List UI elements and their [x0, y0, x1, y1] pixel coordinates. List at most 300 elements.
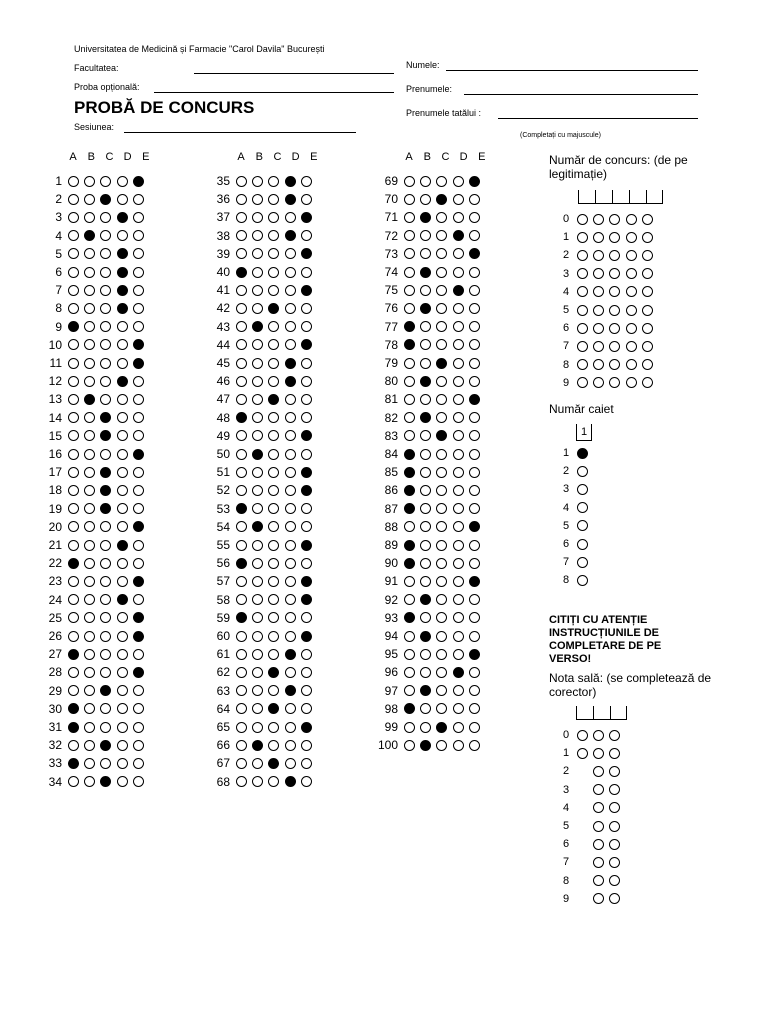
answer-bubble-b[interactable] — [84, 776, 95, 787]
answer-bubble-a[interactable] — [236, 667, 247, 678]
answer-bubble-b[interactable] — [420, 212, 431, 223]
concurs-bubble[interactable] — [577, 268, 588, 279]
answer-bubble-a[interactable] — [404, 485, 415, 496]
answer-bubble-c[interactable] — [100, 540, 111, 551]
answer-bubble-e[interactable] — [469, 176, 480, 187]
answer-bubble-a[interactable] — [68, 558, 79, 569]
answer-bubble-a[interactable] — [68, 449, 79, 460]
answer-bubble-b[interactable] — [84, 412, 95, 423]
answer-bubble-e[interactable] — [133, 248, 144, 259]
concurs-bubble[interactable] — [642, 232, 653, 243]
answer-bubble-e[interactable] — [301, 358, 312, 369]
answer-bubble-b[interactable] — [420, 339, 431, 350]
concurs-digit-boxes[interactable] — [578, 190, 663, 204]
answer-bubble-a[interactable] — [68, 667, 79, 678]
answer-bubble-c[interactable] — [268, 631, 279, 642]
answer-bubble-d[interactable] — [285, 212, 296, 223]
nota-bubble[interactable] — [593, 730, 604, 741]
answer-bubble-e[interactable] — [301, 503, 312, 514]
answer-bubble-c[interactable] — [268, 612, 279, 623]
answer-bubble-a[interactable] — [236, 412, 247, 423]
answer-bubble-d[interactable] — [453, 594, 464, 605]
answer-bubble-d[interactable] — [117, 467, 128, 478]
answer-bubble-d[interactable] — [285, 230, 296, 241]
answer-bubble-d[interactable] — [285, 521, 296, 532]
answer-bubble-c[interactable] — [436, 703, 447, 714]
answer-bubble-c[interactable] — [100, 612, 111, 623]
answer-bubble-c[interactable] — [100, 358, 111, 369]
answer-bubble-e[interactable] — [133, 667, 144, 678]
answer-bubble-b[interactable] — [252, 776, 263, 787]
answer-bubble-d[interactable] — [117, 339, 128, 350]
caiet-bubble[interactable] — [577, 502, 588, 513]
answer-bubble-a[interactable] — [68, 339, 79, 350]
answer-bubble-a[interactable] — [236, 722, 247, 733]
answer-bubble-c[interactable] — [100, 631, 111, 642]
answer-bubble-c[interactable] — [436, 194, 447, 205]
answer-bubble-c[interactable] — [436, 303, 447, 314]
caiet-bubble[interactable] — [577, 520, 588, 531]
concurs-bubble[interactable] — [609, 250, 620, 261]
answer-bubble-d[interactable] — [117, 430, 128, 441]
answer-bubble-e[interactable] — [301, 740, 312, 751]
answer-bubble-a[interactable] — [68, 230, 79, 241]
answer-bubble-a[interactable] — [236, 521, 247, 532]
answer-bubble-a[interactable] — [404, 394, 415, 405]
answer-bubble-e[interactable] — [301, 631, 312, 642]
answer-bubble-d[interactable] — [117, 740, 128, 751]
answer-bubble-b[interactable] — [420, 540, 431, 551]
caiet-bubble[interactable] — [577, 539, 588, 550]
answer-bubble-b[interactable] — [252, 248, 263, 259]
answer-bubble-e[interactable] — [301, 303, 312, 314]
answer-bubble-b[interactable] — [420, 321, 431, 332]
answer-bubble-c[interactable] — [436, 376, 447, 387]
answer-bubble-a[interactable] — [404, 212, 415, 223]
answer-bubble-b[interactable] — [84, 740, 95, 751]
answer-bubble-e[interactable] — [133, 339, 144, 350]
answer-bubble-e[interactable] — [133, 758, 144, 769]
answer-bubble-e[interactable] — [469, 248, 480, 259]
answer-bubble-e[interactable] — [469, 358, 480, 369]
answer-bubble-d[interactable] — [117, 722, 128, 733]
answer-bubble-e[interactable] — [133, 230, 144, 241]
answer-bubble-d[interactable] — [285, 503, 296, 514]
answer-bubble-a[interactable] — [68, 612, 79, 623]
answer-bubble-d[interactable] — [453, 394, 464, 405]
answer-bubble-c[interactable] — [436, 576, 447, 587]
answer-bubble-a[interactable] — [404, 540, 415, 551]
answer-bubble-a[interactable] — [404, 194, 415, 205]
answer-bubble-c[interactable] — [100, 339, 111, 350]
concurs-bubble[interactable] — [577, 250, 588, 261]
answer-bubble-c[interactable] — [436, 612, 447, 623]
answer-bubble-b[interactable] — [420, 558, 431, 569]
answer-bubble-a[interactable] — [68, 412, 79, 423]
answer-bubble-e[interactable] — [301, 540, 312, 551]
answer-bubble-c[interactable] — [100, 703, 111, 714]
answer-bubble-a[interactable] — [68, 430, 79, 441]
answer-bubble-e[interactable] — [133, 740, 144, 751]
answer-bubble-e[interactable] — [469, 430, 480, 441]
concurs-bubble[interactable] — [593, 341, 604, 352]
answer-bubble-b[interactable] — [420, 594, 431, 605]
answer-bubble-e[interactable] — [133, 703, 144, 714]
answer-bubble-e[interactable] — [469, 540, 480, 551]
answer-bubble-c[interactable] — [436, 722, 447, 733]
nota-bubble[interactable] — [593, 748, 604, 759]
answer-bubble-a[interactable] — [404, 740, 415, 751]
concurs-bubble[interactable] — [626, 268, 637, 279]
answer-bubble-d[interactable] — [453, 576, 464, 587]
answer-bubble-d[interactable] — [117, 248, 128, 259]
answer-bubble-c[interactable] — [100, 467, 111, 478]
answer-bubble-d[interactable] — [453, 612, 464, 623]
answer-bubble-b[interactable] — [252, 267, 263, 278]
answer-bubble-b[interactable] — [420, 358, 431, 369]
answer-bubble-c[interactable] — [268, 776, 279, 787]
answer-bubble-e[interactable] — [469, 594, 480, 605]
answer-bubble-c[interactable] — [436, 685, 447, 696]
answer-bubble-c[interactable] — [268, 248, 279, 259]
concurs-bubble[interactable] — [609, 323, 620, 334]
concurs-bubble[interactable] — [642, 305, 653, 316]
answer-bubble-e[interactable] — [133, 722, 144, 733]
answer-bubble-e[interactable] — [133, 594, 144, 605]
answer-bubble-a[interactable] — [404, 685, 415, 696]
answer-bubble-a[interactable] — [68, 321, 79, 332]
answer-bubble-e[interactable] — [469, 321, 480, 332]
nota-bubble[interactable] — [593, 766, 604, 777]
answer-bubble-b[interactable] — [420, 430, 431, 441]
answer-bubble-e[interactable] — [469, 449, 480, 460]
caiet-bubble[interactable] — [577, 557, 588, 568]
answer-bubble-d[interactable] — [117, 503, 128, 514]
answer-bubble-a[interactable] — [68, 776, 79, 787]
answer-bubble-e[interactable] — [301, 594, 312, 605]
answer-bubble-e[interactable] — [133, 503, 144, 514]
answer-bubble-c[interactable] — [436, 631, 447, 642]
answer-bubble-a[interactable] — [236, 503, 247, 514]
answer-bubble-d[interactable] — [453, 285, 464, 296]
concurs-bubble[interactable] — [626, 341, 637, 352]
answer-bubble-a[interactable] — [236, 303, 247, 314]
answer-bubble-a[interactable] — [236, 321, 247, 332]
answer-bubble-b[interactable] — [84, 703, 95, 714]
answer-bubble-b[interactable] — [84, 667, 95, 678]
answer-bubble-b[interactable] — [420, 503, 431, 514]
answer-bubble-d[interactable] — [285, 612, 296, 623]
answer-bubble-b[interactable] — [252, 430, 263, 441]
answer-bubble-c[interactable] — [100, 667, 111, 678]
answer-bubble-b[interactable] — [252, 376, 263, 387]
answer-bubble-b[interactable] — [84, 758, 95, 769]
answer-bubble-a[interactable] — [404, 230, 415, 241]
answer-bubble-e[interactable] — [133, 612, 144, 623]
answer-bubble-e[interactable] — [301, 485, 312, 496]
nota-bubble[interactable] — [593, 857, 604, 868]
answer-bubble-e[interactable] — [301, 430, 312, 441]
answer-bubble-b[interactable] — [420, 394, 431, 405]
answer-bubble-c[interactable] — [100, 430, 111, 441]
answer-bubble-d[interactable] — [453, 358, 464, 369]
answer-bubble-d[interactable] — [453, 740, 464, 751]
answer-bubble-c[interactable] — [100, 576, 111, 587]
answer-bubble-d[interactable] — [453, 685, 464, 696]
nota-bubble[interactable] — [609, 748, 620, 759]
nota-bubble[interactable] — [609, 839, 620, 850]
answer-bubble-a[interactable] — [404, 594, 415, 605]
answer-bubble-a[interactable] — [236, 267, 247, 278]
answer-bubble-d[interactable] — [285, 667, 296, 678]
answer-bubble-e[interactable] — [133, 303, 144, 314]
nota-bubble[interactable] — [593, 839, 604, 850]
nota-bubble[interactable] — [593, 784, 604, 795]
faculty-field[interactable] — [194, 73, 394, 74]
answer-bubble-e[interactable] — [469, 667, 480, 678]
answer-bubble-e[interactable] — [301, 703, 312, 714]
answer-bubble-c[interactable] — [436, 339, 447, 350]
answer-bubble-a[interactable] — [404, 176, 415, 187]
answer-bubble-c[interactable] — [268, 503, 279, 514]
concurs-bubble[interactable] — [626, 359, 637, 370]
caiet-bubble[interactable] — [577, 448, 588, 459]
concurs-bubble[interactable] — [577, 305, 588, 316]
answer-bubble-b[interactable] — [420, 485, 431, 496]
answer-bubble-e[interactable] — [301, 394, 312, 405]
concurs-bubble[interactable] — [642, 359, 653, 370]
answer-bubble-e[interactable] — [301, 321, 312, 332]
answer-bubble-b[interactable] — [420, 449, 431, 460]
answer-bubble-b[interactable] — [252, 594, 263, 605]
answer-bubble-e[interactable] — [469, 558, 480, 569]
answer-bubble-d[interactable] — [117, 303, 128, 314]
answer-bubble-c[interactable] — [100, 267, 111, 278]
answer-bubble-a[interactable] — [236, 540, 247, 551]
answer-bubble-d[interactable] — [285, 540, 296, 551]
answer-bubble-c[interactable] — [436, 521, 447, 532]
answer-bubble-c[interactable] — [100, 321, 111, 332]
answer-bubble-a[interactable] — [404, 449, 415, 460]
concurs-bubble[interactable] — [626, 250, 637, 261]
answer-bubble-c[interactable] — [436, 358, 447, 369]
concurs-bubble[interactable] — [577, 286, 588, 297]
answer-bubble-a[interactable] — [68, 485, 79, 496]
answer-bubble-b[interactable] — [84, 194, 95, 205]
answer-bubble-d[interactable] — [285, 285, 296, 296]
answer-bubble-b[interactable] — [252, 467, 263, 478]
answer-bubble-e[interactable] — [469, 722, 480, 733]
answer-bubble-e[interactable] — [133, 521, 144, 532]
answer-bubble-d[interactable] — [453, 649, 464, 660]
concurs-bubble[interactable] — [609, 268, 620, 279]
answer-bubble-c[interactable] — [436, 176, 447, 187]
answer-bubble-d[interactable] — [285, 467, 296, 478]
nota-bubble[interactable] — [609, 730, 620, 741]
answer-bubble-a[interactable] — [236, 430, 247, 441]
concurs-bubble[interactable] — [609, 377, 620, 388]
answer-bubble-b[interactable] — [420, 194, 431, 205]
answer-bubble-d[interactable] — [453, 230, 464, 241]
answer-bubble-b[interactable] — [84, 303, 95, 314]
answer-bubble-a[interactable] — [404, 303, 415, 314]
answer-bubble-b[interactable] — [84, 376, 95, 387]
answer-bubble-c[interactable] — [268, 412, 279, 423]
answer-bubble-c[interactable] — [100, 212, 111, 223]
answer-bubble-d[interactable] — [117, 267, 128, 278]
answer-bubble-b[interactable] — [420, 230, 431, 241]
answer-bubble-a[interactable] — [404, 521, 415, 532]
answer-bubble-e[interactable] — [133, 212, 144, 223]
nota-bubble[interactable] — [609, 821, 620, 832]
answer-bubble-a[interactable] — [236, 394, 247, 405]
session-field[interactable] — [124, 132, 356, 133]
answer-bubble-b[interactable] — [84, 449, 95, 460]
answer-bubble-d[interactable] — [117, 285, 128, 296]
answer-bubble-e[interactable] — [301, 376, 312, 387]
answer-bubble-b[interactable] — [252, 285, 263, 296]
answer-bubble-d[interactable] — [453, 722, 464, 733]
answer-bubble-a[interactable] — [236, 612, 247, 623]
answer-bubble-e[interactable] — [133, 540, 144, 551]
concurs-bubble[interactable] — [626, 232, 637, 243]
answer-bubble-d[interactable] — [285, 576, 296, 587]
answer-bubble-a[interactable] — [68, 594, 79, 605]
answer-bubble-a[interactable] — [236, 576, 247, 587]
answer-bubble-c[interactable] — [268, 230, 279, 241]
concurs-bubble[interactable] — [593, 286, 604, 297]
answer-bubble-c[interactable] — [100, 303, 111, 314]
answer-bubble-a[interactable] — [68, 394, 79, 405]
answer-bubble-a[interactable] — [68, 703, 79, 714]
answer-bubble-a[interactable] — [404, 722, 415, 733]
answer-bubble-c[interactable] — [436, 248, 447, 259]
answer-bubble-d[interactable] — [453, 449, 464, 460]
concurs-bubble[interactable] — [642, 323, 653, 334]
answer-bubble-c[interactable] — [100, 649, 111, 660]
answer-bubble-b[interactable] — [252, 740, 263, 751]
answer-bubble-e[interactable] — [133, 412, 144, 423]
answer-bubble-a[interactable] — [68, 467, 79, 478]
answer-bubble-b[interactable] — [84, 503, 95, 514]
concurs-bubble[interactable] — [577, 359, 588, 370]
answer-bubble-c[interactable] — [268, 303, 279, 314]
answer-bubble-c[interactable] — [100, 485, 111, 496]
answer-bubble-b[interactable] — [84, 285, 95, 296]
answer-bubble-c[interactable] — [268, 703, 279, 714]
answer-bubble-e[interactable] — [301, 576, 312, 587]
answer-bubble-b[interactable] — [252, 558, 263, 569]
answer-bubble-d[interactable] — [285, 703, 296, 714]
nota-bubble[interactable] — [609, 875, 620, 886]
answer-bubble-c[interactable] — [100, 194, 111, 205]
answer-bubble-a[interactable] — [404, 612, 415, 623]
answer-bubble-a[interactable] — [236, 485, 247, 496]
answer-bubble-a[interactable] — [404, 285, 415, 296]
answer-bubble-e[interactable] — [469, 649, 480, 660]
answer-bubble-a[interactable] — [236, 358, 247, 369]
answer-bubble-c[interactable] — [268, 485, 279, 496]
answer-bubble-c[interactable] — [268, 467, 279, 478]
answer-bubble-d[interactable] — [117, 594, 128, 605]
answer-bubble-c[interactable] — [436, 558, 447, 569]
answer-bubble-c[interactable] — [268, 576, 279, 587]
answer-bubble-d[interactable] — [453, 467, 464, 478]
answer-bubble-a[interactable] — [68, 521, 79, 532]
answer-bubble-c[interactable] — [436, 412, 447, 423]
answer-bubble-a[interactable] — [404, 667, 415, 678]
answer-bubble-c[interactable] — [436, 267, 447, 278]
answer-bubble-d[interactable] — [285, 631, 296, 642]
concurs-bubble[interactable] — [577, 377, 588, 388]
answer-bubble-e[interactable] — [469, 376, 480, 387]
answer-bubble-d[interactable] — [453, 339, 464, 350]
answer-bubble-b[interactable] — [252, 485, 263, 496]
answer-bubble-d[interactable] — [117, 376, 128, 387]
answer-bubble-e[interactable] — [469, 703, 480, 714]
answer-bubble-e[interactable] — [301, 722, 312, 733]
answer-bubble-c[interactable] — [436, 285, 447, 296]
concurs-bubble[interactable] — [593, 232, 604, 243]
answer-bubble-b[interactable] — [84, 267, 95, 278]
answer-bubble-b[interactable] — [252, 503, 263, 514]
answer-bubble-a[interactable] — [404, 248, 415, 259]
answer-bubble-c[interactable] — [100, 394, 111, 405]
answer-bubble-a[interactable] — [236, 740, 247, 751]
answer-bubble-c[interactable] — [436, 485, 447, 496]
answer-bubble-d[interactable] — [117, 576, 128, 587]
answer-bubble-a[interactable] — [404, 358, 415, 369]
answer-bubble-c[interactable] — [268, 758, 279, 769]
firstname2-field[interactable] — [498, 118, 698, 119]
answer-bubble-e[interactable] — [301, 449, 312, 460]
answer-bubble-d[interactable] — [285, 321, 296, 332]
concurs-bubble[interactable] — [609, 286, 620, 297]
answer-bubble-d[interactable] — [285, 594, 296, 605]
concurs-bubble[interactable] — [642, 250, 653, 261]
answer-bubble-e[interactable] — [133, 449, 144, 460]
answer-bubble-d[interactable] — [285, 649, 296, 660]
answer-bubble-d[interactable] — [117, 558, 128, 569]
concurs-bubble[interactable] — [593, 323, 604, 334]
answer-bubble-e[interactable] — [133, 558, 144, 569]
answer-bubble-a[interactable] — [236, 230, 247, 241]
answer-bubble-d[interactable] — [285, 740, 296, 751]
answer-bubble-b[interactable] — [252, 722, 263, 733]
answer-bubble-b[interactable] — [84, 558, 95, 569]
answer-bubble-d[interactable] — [117, 540, 128, 551]
concurs-bubble[interactable] — [593, 214, 604, 225]
concurs-bubble[interactable] — [642, 341, 653, 352]
answer-bubble-d[interactable] — [285, 485, 296, 496]
nota-bubble[interactable] — [609, 802, 620, 813]
answer-bubble-d[interactable] — [117, 521, 128, 532]
answer-bubble-b[interactable] — [84, 685, 95, 696]
answer-bubble-b[interactable] — [252, 540, 263, 551]
answer-bubble-d[interactable] — [453, 485, 464, 496]
concurs-bubble[interactable] — [577, 232, 588, 243]
answer-bubble-c[interactable] — [268, 449, 279, 460]
answer-bubble-e[interactable] — [301, 339, 312, 350]
answer-bubble-e[interactable] — [133, 176, 144, 187]
answer-bubble-c[interactable] — [436, 230, 447, 241]
answer-bubble-a[interactable] — [236, 376, 247, 387]
concurs-bubble[interactable] — [642, 377, 653, 388]
answer-bubble-d[interactable] — [453, 521, 464, 532]
answer-bubble-e[interactable] — [301, 776, 312, 787]
answer-bubble-a[interactable] — [236, 649, 247, 660]
answer-bubble-c[interactable] — [436, 467, 447, 478]
